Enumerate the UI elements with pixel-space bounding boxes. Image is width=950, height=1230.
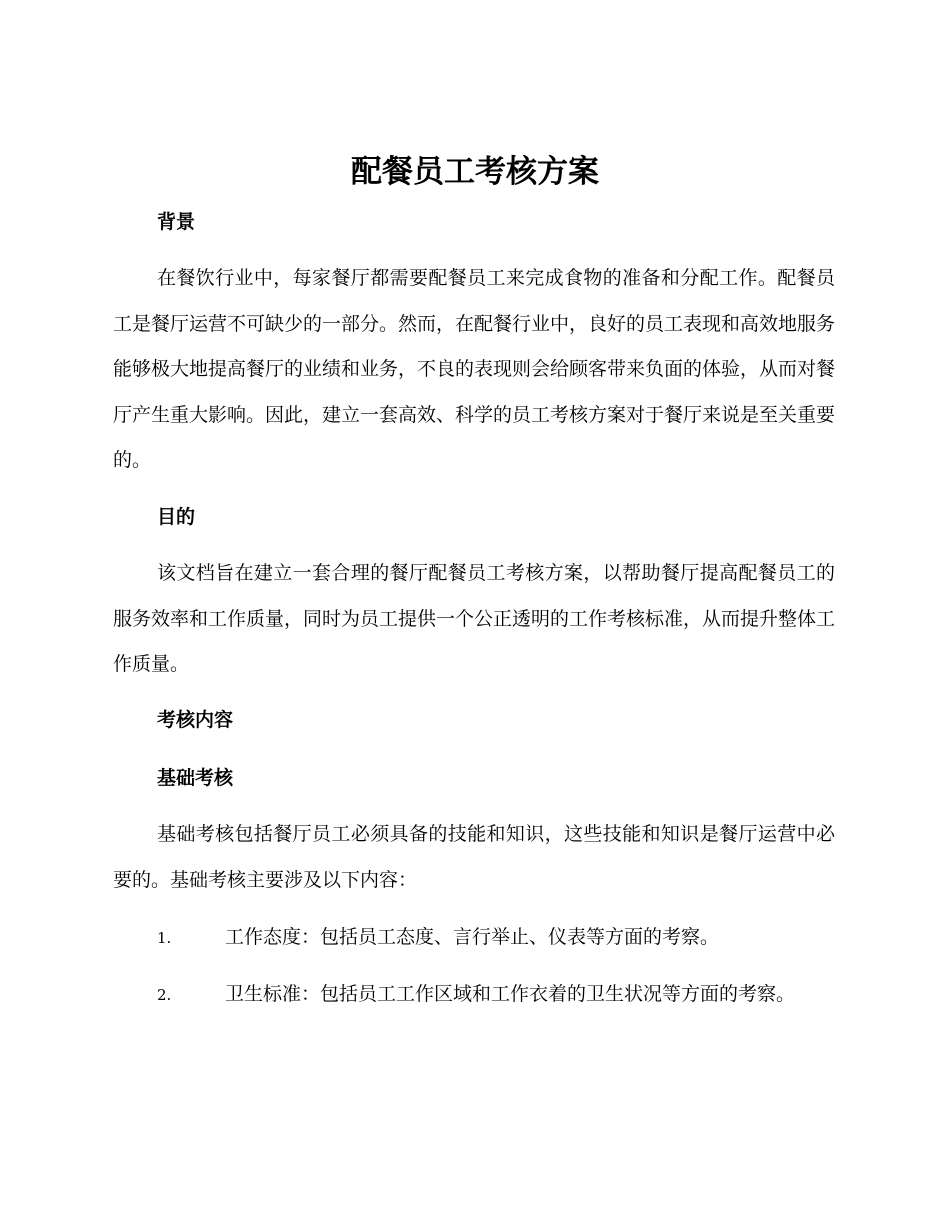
list-item	[113, 915, 835, 962]
list-item-text: 工作态度：包括员工态度、言行举止、仪表等方面的考察。	[225, 926, 720, 948]
paragraph-basic: 基础考核包括餐厅员工必须具备的技能和知识，这些技能和知识是餐厅运营中必要的。基础考核主要涉及以下内容：	[113, 823, 835, 891]
section-heading-purpose: 目的	[157, 506, 196, 528]
list-item-number: 1.	[157, 929, 172, 947]
document-title: 配餐员工考核方案	[351, 154, 599, 190]
list-item	[113, 972, 835, 1019]
section-heading-basic: 基础考核	[157, 767, 234, 789]
section-heading-background: 背景	[157, 211, 196, 233]
section-heading-content: 考核内容	[157, 709, 234, 731]
paragraph-background: 在餐饮行业中，每家餐厅都需要配餐员工来完成食物的准备和分配工作。配餐员工是餐厅运营不可缺少的一部分。然而，在配餐行业中，良好的员工表现和高效地服务能够极大地提高餐厅的业绩和业务，不良的表现则会给顾客带来负面的体验，从而对餐厅产生重大影响。因此，建立一套高效、科学的员工考核方案对于餐厅来说是至关重要的。	[113, 267, 836, 471]
list-item-text: 卫生标准：包括员工工作区域和工作衣着的卫生状况等方面的考察。	[225, 983, 796, 1005]
list-item-number: 2.	[157, 986, 172, 1004]
paragraph-purpose: 该文档旨在建立一套合理的餐厅配餐员工考核方案，以帮助餐厅提高配餐员工的服务效率和工作质量，同时为员工提供一个公正透明的工作考核标准，从而提升整体工作质量。	[113, 562, 836, 675]
